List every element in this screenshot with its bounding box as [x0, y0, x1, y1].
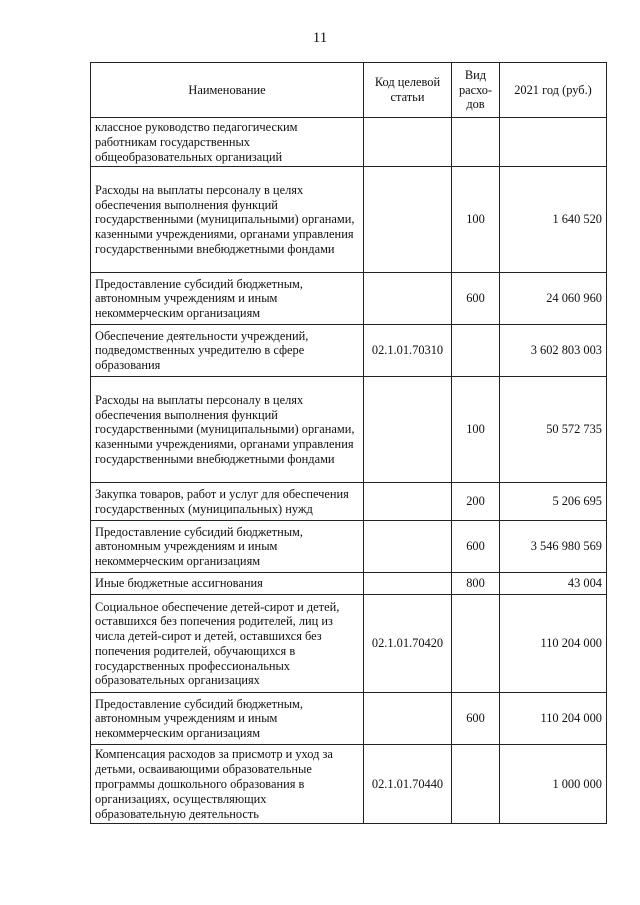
- table-row: [91, 521, 607, 573]
- cell-name: Компенсация расходов за присмотр и уход за детьми, осваивающими образовательные программы дошкольного образования в организациях, осуществляющих образовательную деятельность: [91, 745, 364, 824]
- table-row: [91, 273, 607, 325]
- cell-amount: 50 572 735: [500, 377, 607, 483]
- table-row: [91, 595, 607, 693]
- cell-vid: [452, 745, 500, 824]
- table-header-row: [91, 63, 607, 118]
- cell-code: [364, 521, 452, 573]
- table-row: [91, 377, 607, 483]
- cell-amount: 1 640 520: [500, 167, 607, 273]
- cell-amount: 1 000 000: [500, 745, 607, 824]
- table-row: [91, 118, 607, 167]
- cell-name: Предоставление субсидий бюджетным, автономным учреждениям и иным некоммерческим организациям: [91, 693, 364, 745]
- cell-amount: 5 206 695: [500, 483, 607, 521]
- cell-code: [364, 118, 452, 167]
- table-row: [91, 745, 607, 824]
- cell-code: 02.1.01.70310: [364, 325, 452, 377]
- cell-name: Социальное обеспечение детей-сирот и детей, оставшихся без попечения родителей, лиц из числа детей-сирот и детей, оставшихся без попечения родителей, обучающихся в государственных профессиональных образовательных организациях: [91, 595, 364, 693]
- table-row: [91, 483, 607, 521]
- cell-code: [364, 167, 452, 273]
- cell-amount: 110 204 000: [500, 693, 607, 745]
- cell-code: 02.1.01.70420: [364, 595, 452, 693]
- cell-vid: [452, 595, 500, 693]
- cell-name: классное руководство педагогическим работникам государственных общеобразовательных организаций: [91, 118, 364, 167]
- table-row: [91, 573, 607, 595]
- cell-amount: 3 602 803 003: [500, 325, 607, 377]
- cell-name: Обеспечение деятельности учреждений, подведомственных учредителю в сфере образования: [91, 325, 364, 377]
- cell-vid: 600: [452, 521, 500, 573]
- table-row: [91, 167, 607, 273]
- cell-vid: [452, 118, 500, 167]
- cell-code: [364, 483, 452, 521]
- cell-code: [364, 377, 452, 483]
- cell-code: [364, 273, 452, 325]
- page-number: 11: [312, 30, 328, 46]
- budget-table: [90, 62, 607, 824]
- cell-name: Расходы на выплаты персоналу в целях обеспечения выполнения функций государственными (муниципальными) органами, казенными учреждениями, органами управления государственными внебюджетными фондами: [91, 167, 364, 273]
- cell-code: 02.1.01.70440: [364, 745, 452, 824]
- cell-name: Расходы на выплаты персоналу в целях обеспечения выполнения функций государственными (муниципальными) органами, казенными учреждениями, органами управления государственными внебюджетными фондами: [91, 377, 364, 483]
- cell-amount: [500, 118, 607, 167]
- header-code: Код целевой статьи: [364, 63, 452, 118]
- cell-name: Закупка товаров, работ и услуг для обеспечения государственных (муниципальных) нужд: [91, 483, 364, 521]
- cell-amount: 43 004: [500, 573, 607, 595]
- cell-code: [364, 573, 452, 595]
- cell-vid: 800: [452, 573, 500, 595]
- cell-amount: 3 546 980 569: [500, 521, 607, 573]
- cell-vid: 600: [452, 273, 500, 325]
- header-vid: Вид расхо-дов: [452, 63, 500, 118]
- cell-vid: 600: [452, 693, 500, 745]
- table-row: [91, 325, 607, 377]
- cell-vid: 100: [452, 377, 500, 483]
- cell-vid: 100: [452, 167, 500, 273]
- cell-name: Предоставление субсидий бюджетным, автономным учреждениям и иным некоммерческим организациям: [91, 273, 364, 325]
- header-amount: 2021 год (руб.): [500, 63, 607, 118]
- cell-code: [364, 693, 452, 745]
- cell-amount: 24 060 960: [500, 273, 607, 325]
- cell-amount: 110 204 000: [500, 595, 607, 693]
- cell-name: Иные бюджетные ассигнования: [91, 573, 364, 595]
- table-row: [91, 693, 607, 745]
- cell-vid: [452, 325, 500, 377]
- cell-vid: 200: [452, 483, 500, 521]
- header-name: Наименование: [91, 63, 364, 118]
- cell-name: Предоставление субсидий бюджетным, автономным учреждениям и иным некоммерческим организациям: [91, 521, 364, 573]
